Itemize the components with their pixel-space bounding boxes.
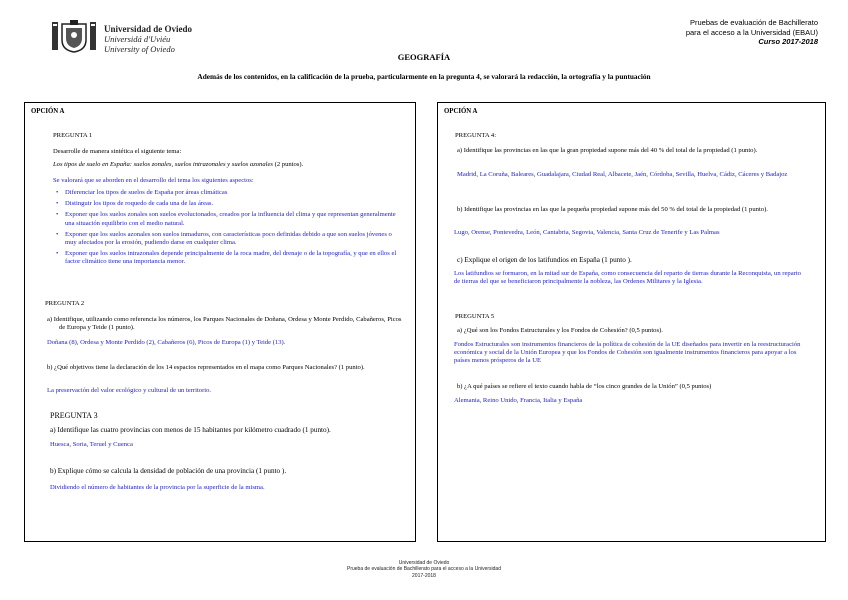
- university-name-es: Universidad de Oviedo: [104, 24, 193, 34]
- page-footer: [0, 560, 848, 579]
- right-panel: [437, 102, 826, 542]
- question-2b-answer: La preservación del valor ecológico y cultural de un territorio.: [47, 387, 212, 394]
- question-1-topic: [53, 161, 403, 169]
- footer-line-3: 2017-2018: [412, 572, 436, 579]
- question-3a-answer: Huesca, Soria, Teruel y Cuenca: [50, 441, 133, 448]
- right-option-heading: OPCIÓN A: [444, 108, 478, 115]
- exam-instructions: Además de los contenidos, en la calificación de la prueba, particularmente en la pregunta 4, se valorará la redacción, la ortografía y la puntuación: [197, 72, 651, 81]
- question-5-title: PREGUNTA 5: [455, 313, 495, 320]
- question-1-points: (2 puntos).: [272, 161, 304, 168]
- question-2a: a) Identifique, utilizando como referencia los números, los Parques Nacionales de Doñana, Ordesa y Monte Perdido, Cabañeros, Picos de Europa y Teide (1 punto).: [47, 316, 402, 332]
- question-1-answer-list: [55, 189, 400, 270]
- question-1-answer-intro: Se valorará que se aborden en el desarrollo del tema los siguientes aspectos:: [53, 177, 254, 184]
- list-item: • Exponer que los suelos azonales son suelos inmaduros, con características poco definidas debido a que son suelos jóvenes o muy afectados por la erosión, pudiendo darse en cualquier clima.: [55, 231, 400, 247]
- exam-info-line-2: para el acceso a la Universidad (EBAU): [685, 27, 818, 37]
- question-3b-answer: Dividiendo el número de habitantes de la provincia por la superficie de la misma.: [50, 484, 265, 491]
- university-name: [104, 24, 192, 54]
- question-3b: b) Explique cómo se calcula la densidad de población de una provincia (1 punto ).: [50, 467, 287, 475]
- question-4a: a) Identifique las provincias en las que la gran propiedad supone más del 40 % del total de la propiedad (1 punto).: [457, 147, 758, 154]
- list-item: • Exponer que los suelos zonales son suelos evolucionados, creados por la influencia del clima y que representan generalmente una situación equilibrio con el medio natural.: [55, 211, 400, 227]
- question-5a-answer: Fondos Estructurales son instrumentos financieros de la política de cohesión de la UE diseñados para invertir en la reestructuración económica y social de la Unión Europea y que los Fondos de Cohesión son igualmente instrumentos financieros para apoyar a los países menos prósperos de la UE: [454, 341, 801, 365]
- exam-course-year: Curso 2017-2018: [758, 37, 818, 46]
- question-2b: b) ¿Qué objetivos tiene la declaración de los 14 espacios representados en el mapa como Parques Nacionales? (1 punto).: [47, 364, 365, 371]
- left-panel: [24, 102, 416, 542]
- question-2-title: PREGUNTA 2: [45, 300, 85, 307]
- exam-info: [686, 18, 818, 47]
- question-4c: c) Explique el origen de los latifundios en España (1 punto ).: [457, 256, 632, 264]
- question-5b: b) ¿A qué países se refiere el texto cuando habla de “los cinco grandes de la Unión” (0,5 puntos): [457, 383, 712, 390]
- university-name-en: University of Oviedo: [104, 44, 175, 54]
- exam-info-line-1: Pruebas de evaluación de Bachillerato: [689, 18, 818, 27]
- question-3a: a) Identifique las cuatro provincias con menos de 15 habitantes por kilómetro cuadrado (1 punto).: [50, 426, 331, 434]
- list-item: • Exponer que los suelos intrazonales depende principalmente de la roca madre, del drenaje o de la topografía, y que en ellos el factor climático tiene una importancia menor.: [55, 250, 400, 266]
- page-title: GEOGRAFÍA: [397, 52, 451, 62]
- question-4b: b) Identifique las provincias en las que la pequeña propiedad supone más del 50 % del total de la propiedad (1 punto).: [457, 206, 768, 213]
- question-2a-answer: Doñana (8), Ordesa y Monte Perdido (2), Cabañeros (6), Picos de Europa (1) y Teide (13).: [47, 339, 286, 346]
- university-name-ast: Universidá d'Uviéu: [104, 34, 171, 44]
- question-5a: a) ¿Qué son los Fondos Estructurales y los Fondos de Cohesión? (0,5 puntos).: [457, 327, 663, 334]
- question-4-title: PREGUNTA 4:: [455, 132, 497, 139]
- question-1-title: PREGUNTA 1: [53, 132, 93, 139]
- left-option-heading: OPCIÓN A: [31, 108, 65, 115]
- question-1-topic-text: Los tipos de suelo en España: suelos zonales, suelos intrazonales y suelos azonales: [53, 161, 273, 168]
- question-3-title: PREGUNTA 3: [50, 411, 98, 420]
- question-5b-answer: Alemania, Reino Unido, Francia, Italia y España: [454, 397, 583, 404]
- list-item: • Distinguir los tipos de roquedo de cada una de las áreas.: [55, 200, 400, 208]
- list-item: • Diferenciar los tipos de suelos de España por áreas climáticas: [55, 189, 400, 197]
- question-4c-answer: Los latifundios se formaron, en la mitad sur de España, como consecuencia del reparto de tierras durante la Reconquista, un reparto de tierras del que se beneficiaron principalmente la nobleza, las Ordenes Militares y la Iglesia.: [454, 270, 801, 286]
- footer-line-1: Universidad de Oviedo: [398, 560, 450, 566]
- question-1-intro: Desarrolle de manera sintética el siguiente tema:: [53, 148, 182, 155]
- footer-line-2: Prueba de evaluación de Bachillerato para el acceso a la Universidad: [347, 566, 501, 573]
- university-crest-logo: [50, 18, 98, 54]
- question-4b-answer: Lugo, Orense, Pontevedra, León, Cantabria, Segovia, Valencia, Santa Cruz de Tenerife y Las Palmas: [454, 229, 720, 236]
- question-4a-answer: Madrid, La Coruña, Baleares, Guadalajara, Ciudad Real, Albacete, Jaén, Córdoba, Sevilla, Huelva, Cádiz, Cáceres y Badajoz: [457, 171, 788, 178]
